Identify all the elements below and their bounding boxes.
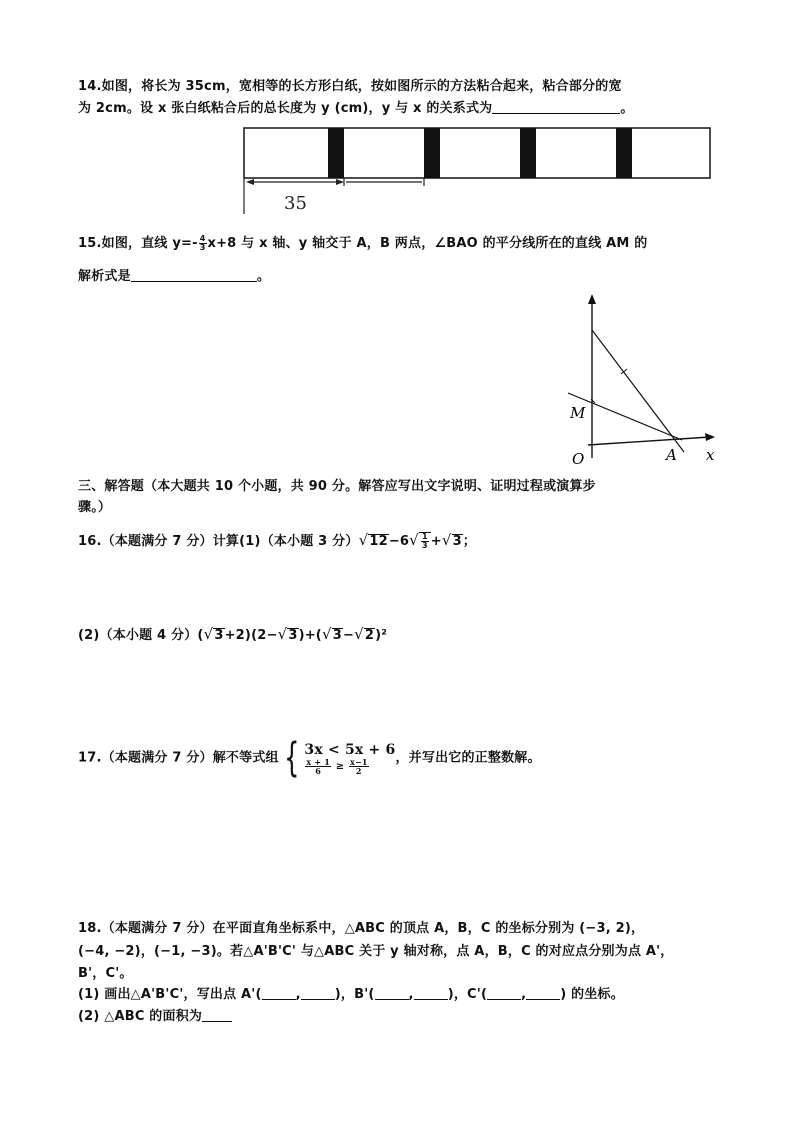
ineq2-left-num: x + 1	[306, 756, 330, 767]
inequality-system	[304, 742, 395, 775]
label-M: M	[570, 404, 586, 422]
q16-frac-den: 3	[421, 541, 428, 550]
dimension-label-35: 35	[284, 193, 307, 214]
overlap-band-3	[520, 128, 536, 178]
inequality-2	[304, 758, 395, 775]
x-axis	[588, 437, 710, 445]
q18-line3: B'，C'。	[78, 966, 133, 981]
ineq2-left-den: 6	[315, 765, 322, 776]
q14-answer-blank	[492, 100, 620, 114]
q16-frac-num: 1	[421, 532, 428, 541]
area-answer-blank	[202, 1008, 232, 1022]
line-AB	[592, 330, 684, 452]
q18-part1	[78, 986, 624, 1004]
label-A: A	[666, 446, 677, 464]
overlap-band-2	[424, 128, 440, 178]
q15-coordinate-figure	[560, 290, 730, 470]
ineq2-right-num: x−1	[349, 756, 368, 767]
q14-paper-strip-figure	[238, 124, 718, 219]
inequality-1: 3x < 5x + 6	[304, 741, 396, 758]
q16-p2-prefix: (2)（本小题 4 分）(	[78, 628, 204, 643]
q15-period: 。	[256, 269, 271, 284]
radicand-3: 3	[452, 534, 462, 549]
q15-line1	[78, 235, 647, 253]
blank-B-y	[414, 986, 448, 1000]
q16-semicolon: ；	[462, 534, 477, 549]
overlap-band-1	[328, 128, 344, 178]
q17-prefix: 17.（本题满分 7 分）解不等式组	[78, 750, 279, 766]
q18-line1: 18.（本题满分 7 分）在平面直角坐标系中，△ABC 的顶点 A，B，C 的坐标分别为 (−3, 2)，	[78, 921, 645, 936]
q16-part1: 16.（本题满分 7 分）计算(1)（本小题 3 分）√12−6√ $\frac{1}{3}$ +√3；	[78, 531, 477, 550]
q18-p1-a: (1) 画出△A'B'C'，写出点 A'(	[78, 987, 262, 1002]
q14-period: 。	[620, 101, 634, 116]
q15-text-b: x+8 与 x 轴、y 轴交于 A，B 两点，∠BAO 的平分线所在的直线 AM 的	[207, 236, 648, 251]
q16-p2-radicand-2: 3	[288, 628, 298, 643]
q16-part2: (2)（本小题 4 分）(√3+2)(2−√3)+(√3−√2)²	[78, 625, 388, 643]
blank-B-x	[375, 986, 409, 1000]
q14-line1: 14.如图，将长为 35cm，宽相等的长方形白纸，按如图所示的方法粘合起来，粘合部分的宽	[78, 79, 622, 94]
q15-fraction	[199, 235, 207, 252]
q18-part2	[78, 1008, 232, 1026]
comma-1: ,	[295, 987, 301, 1002]
q16-p1-prefix: 16.（本题满分 7 分）计算(1)（本小题 3 分）	[78, 534, 359, 549]
q18-p1-d: ) 的坐标。	[560, 987, 624, 1002]
q17-line	[78, 735, 541, 781]
label-x: x	[706, 446, 715, 464]
section3-line2: 骤。）	[78, 500, 112, 515]
q16-minus6: −6	[388, 534, 410, 549]
q16-p2-radicand-3: 3	[332, 628, 342, 643]
q15-answer-blank	[131, 268, 257, 282]
q16-p2-seg-a: +2)(2−	[224, 628, 278, 643]
q18-p1-b: )，B'(	[334, 987, 375, 1002]
radicand-12: 12	[369, 534, 388, 549]
q16-p2-seg-c: −	[342, 628, 355, 643]
q18-p2-text: (2) △ABC 的面积为	[78, 1009, 203, 1024]
section3-line1: 三、解答题（本大题共 10 个小题，共 90 分。解答应写出文字说明、证明过程或演算步	[78, 479, 596, 494]
q18-p1-c: )，C'(	[447, 987, 488, 1002]
q16-plus: +	[430, 534, 442, 549]
blank-C-y	[526, 986, 560, 1000]
ineq2-op: ≥	[335, 760, 345, 772]
blank-C-x	[487, 986, 521, 1000]
overlap-band-4	[616, 128, 632, 178]
q15-frac-den: 3	[199, 243, 206, 252]
q15-frac-num: 4	[199, 234, 206, 243]
q14-line2	[78, 100, 634, 118]
q17-suffix: ，并写出它的正整数解。	[395, 750, 541, 766]
q16-p2-seg-b: )+(	[298, 628, 322, 643]
q17-brace: {	[283, 735, 300, 781]
blank-A-x	[262, 986, 296, 1000]
ineq2-right-den: 2	[355, 765, 362, 776]
q15-line2	[78, 268, 270, 286]
comma-3: ,	[521, 987, 527, 1002]
blank-A-y	[301, 986, 335, 1000]
q18-line2: (−4, −2)，(−1, −3)。若△A'B'C' 与△ABC 关于 y 轴对称，点 A，B，C 的对应点分别为点 A'，	[78, 944, 674, 959]
q15-text-c: 解析式是	[78, 269, 131, 284]
q14-text: 为 2cm。设 x 张白纸粘合后的总长度为 y (cm)，y 与 x 的关系式为	[78, 101, 493, 116]
label-O: O	[572, 450, 585, 468]
q16-frac	[421, 533, 429, 550]
q15-text-a: 15.如图，直线 y=-	[78, 236, 198, 251]
strip-outline	[244, 128, 710, 178]
comma-2: ,	[408, 987, 414, 1002]
q16-p2-seg-d: )²	[375, 628, 388, 643]
q16-p2-radicand-1: 3	[214, 628, 224, 643]
q16-p2-radicand-4: 2	[364, 628, 375, 643]
